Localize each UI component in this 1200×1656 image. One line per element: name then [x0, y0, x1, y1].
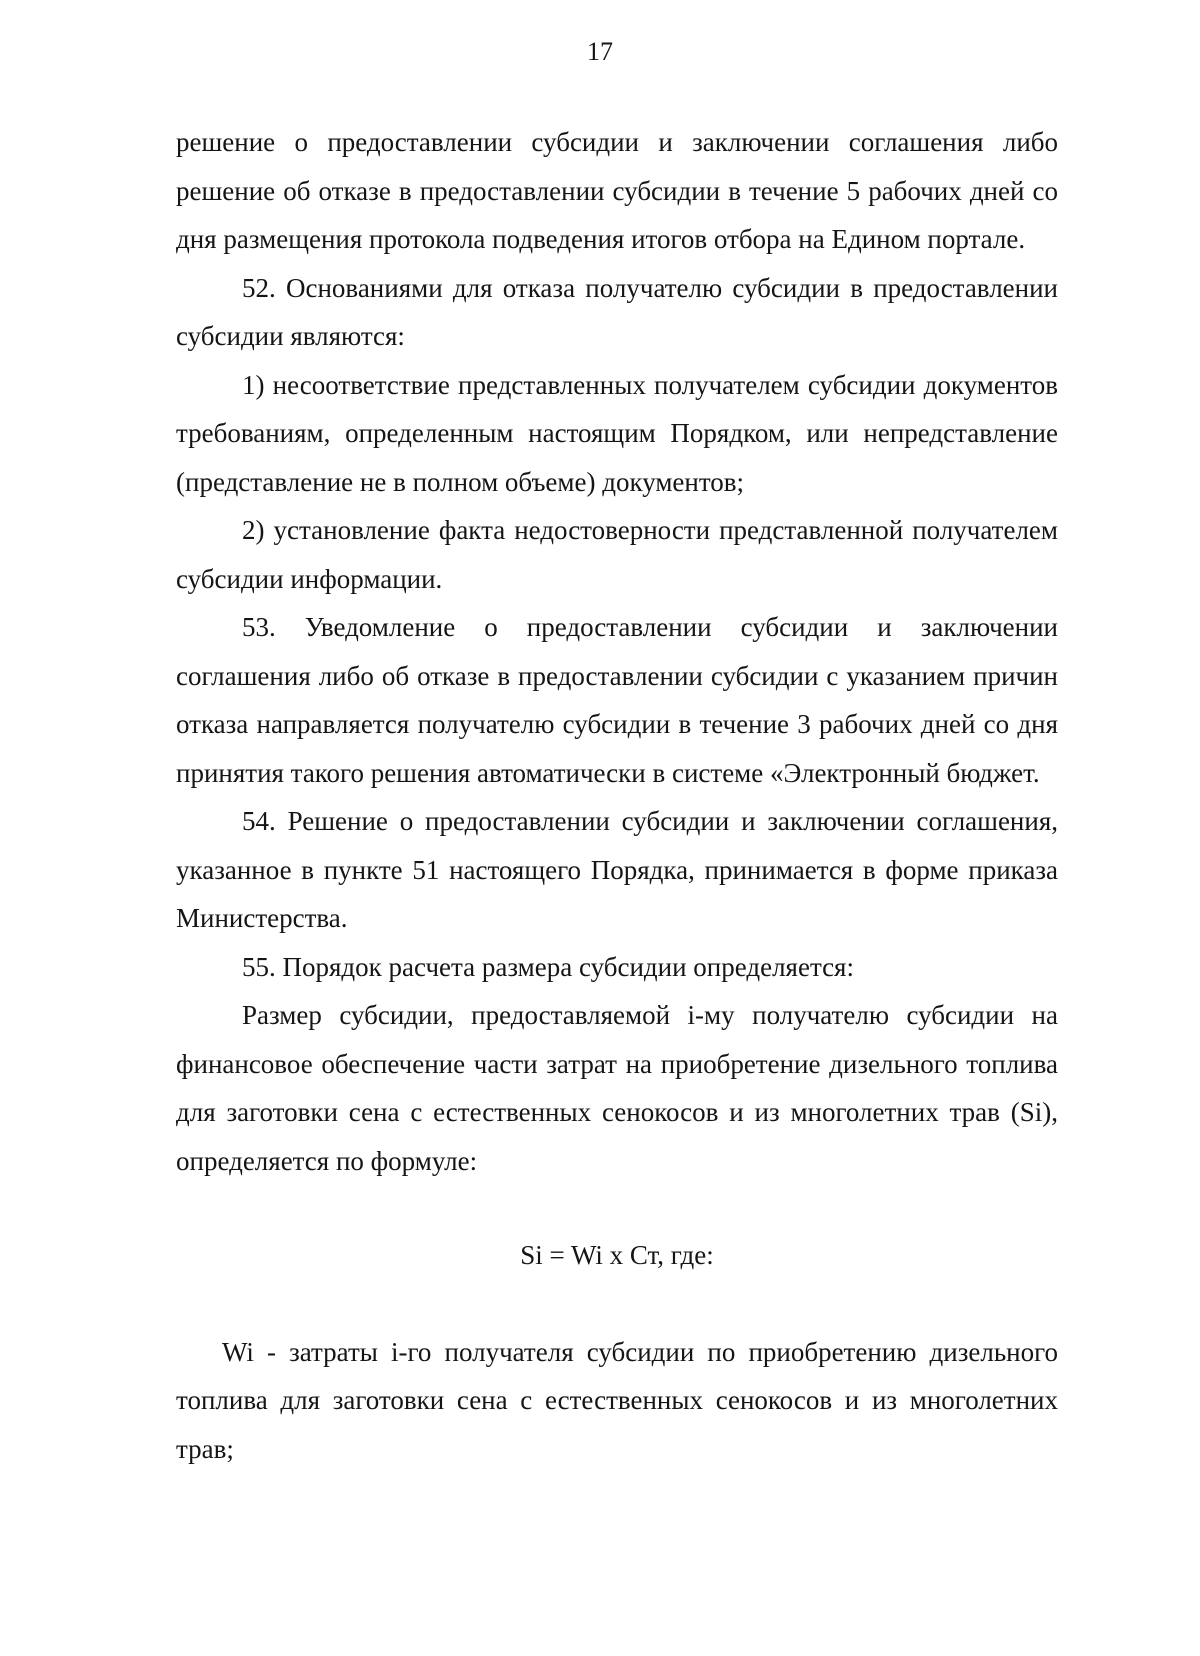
formula: Si = Wi x Ст, где:	[520, 1240, 714, 1270]
paragraph-continuation: решение о предоставлении субсидии и заключении соглашения либо решение об отказе в предоставлении субсидии в течение 5 рабочих дней со дня размещения протокола подведения итогов отбора на Едином портале.	[176, 127, 1058, 254]
paragraph-53: 53. Уведомление о предоставлении субсидии и заключении соглашения либо об отказе в предоставлении субсидии с указанием причин отказа направляется получателю субсидии в течение 3 рабочих дней со дня принятия такого решения автоматически в системе «Электронный бюджет.	[176, 612, 1058, 788]
paragraph-52: 52. Основаниями для отказа получателю субсидии в предоставлении субсидии являются:	[176, 272, 1058, 351]
wi-definition: Wi - затраты i-го получателя субсидии по приобретению дизельного топлива для заготовки сена с естественных сенокосов и из многолетних трав;	[176, 1336, 1058, 1464]
page-number: 17	[587, 37, 613, 66]
paragraph-55: 55. Порядок расчета размера субсидии определяется:	[242, 951, 854, 982]
paragraph-52-item-1: 1) несоответствие представленных получателем субсидии документов требованиям, определенным настоящим Порядком, или непредставление (представление не в полном объеме) документов;	[176, 369, 1058, 497]
paragraph-55-text: Размер субсидии, предоставляемой i-му получателю субсидии на финансовое обеспечение части затрат на приобретение дизельного топлива для заготовки сена с естественных сенокосов и из многолетних трав (Si), определяется по формуле:	[176, 1000, 1058, 1176]
document-body	[176, 118, 1058, 1473]
paragraph-52-item-2: 2) установление факта недостоверности представленной получателем субсидии информации.	[176, 515, 1058, 594]
paragraph-54: 54. Решение о предоставлении субсидии и заключении соглашения, указанное в пункте 51 настоящего Порядка, принимается в форме приказа Министерства.	[176, 806, 1058, 933]
